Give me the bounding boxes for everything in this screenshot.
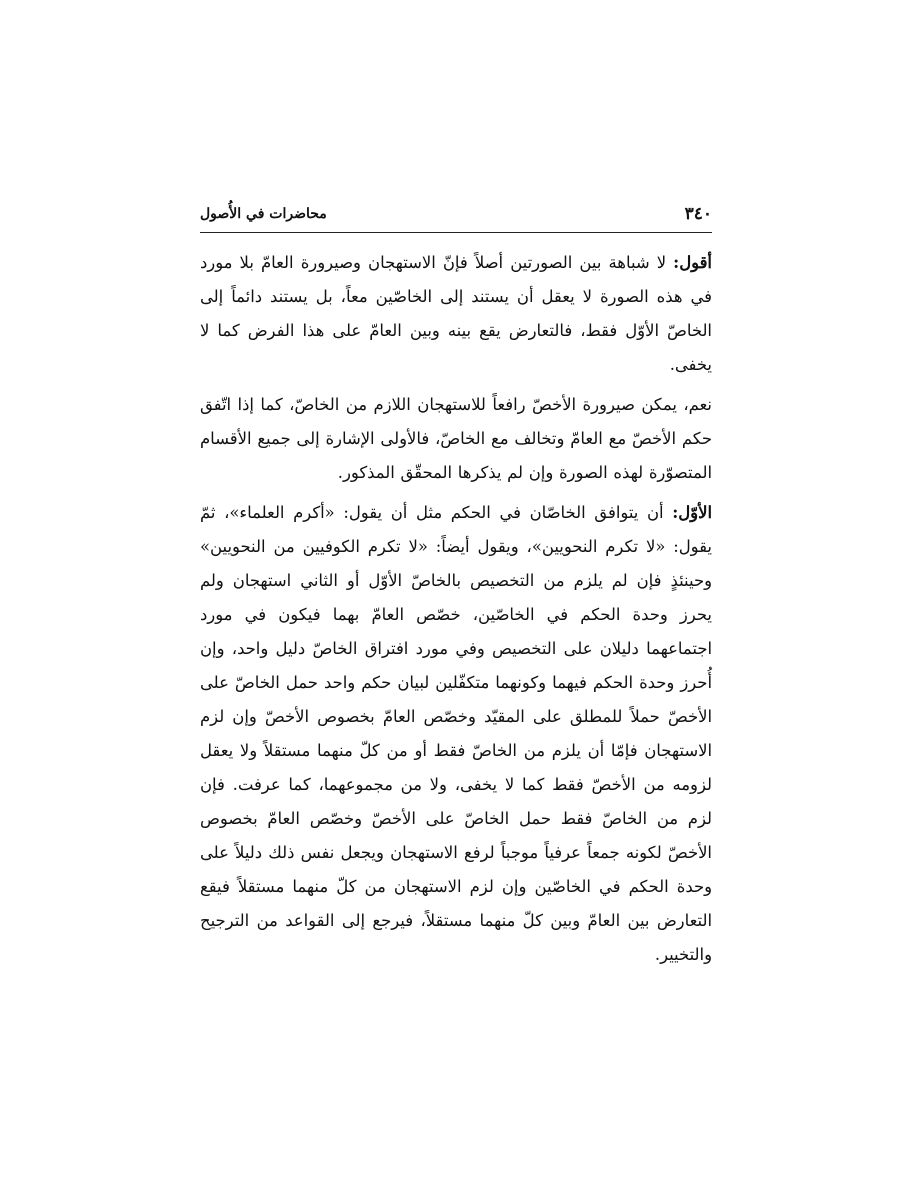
running-head	[200, 204, 712, 232]
page-number: ٣٤٠	[684, 204, 712, 224]
header-rule	[200, 232, 712, 233]
paragraph-lead: الأوّل:	[672, 503, 712, 522]
paragraph-lead: أقول:	[673, 253, 712, 272]
paragraph-2	[200, 388, 712, 490]
paragraph-3	[200, 496, 712, 972]
paragraph-text: لا شباهة بين الصورتين أصلاً فإنّ الاستهجان وصيرورة العامّ بلا مورد في هذه الصورة لا يعقل أن يستند إلى الخاصّين معاً، بل يستند دائماً إلى الخاصّ الأوّل فقط، فالتعارض يقع بينه وبين العامّ على هذا الفرض كما لا يخفى.	[200, 253, 712, 374]
paragraph-1	[200, 246, 712, 382]
running-title: محاضرات في الأُصول	[200, 206, 327, 222]
paragraph-text: أن يتوافق الخاصّان في الحكم مثل أن يقول: «أكرم العلماء»، ثمّ يقول: «لا تكرم النحويين»، ويقول أيضاً: «لا تكرم الكوفيين من النحويين» وحينئذٍ فإن لم يلزم من التخصيص بالخاصّ الأوّل أو الثاني استهجان ولم يحرز وحدة الحكم في الخاصّين، خصّص العامّ بهما فيكون في مورد اجتماعهما دليلان على التخصيص وفي مورد افتراق الخاصّ دليل واحد، وإن أُحرز وحدة الحكم فيهما وكونهما متكفّلين لبيان حكم واحد حمل الخاصّ على الأخصّ حملاً للمطلق على المقيّد وخصّص العامّ بخصوص الأخصّ وإن لزم الاستهجان فإمّا أن يلزم من الخاصّ فقط أو من كلّ منهما مستقلاً ولا يعقل لزومه من الأخصّ فقط كما لا يخفى، ولا من مجموعهما، كما عرفت. فإن لزم من الخاصّ فقط حمل الخاصّ على الأخصّ وخصّص العامّ بخصوص الأخصّ لكونه جمعاً عرفياً موجباً لرفع الاستهجان ويجعل نفس ذلك دليلاً على وحدة الحكم في الخاصّين وإن لزم الاستهجان من كلّ منهما مستقلاً فيقع التعارض بين العامّ وبين كلّ منهما مستقلاً، فيرجع إلى القواعد من الترجيح والتخيير.	[200, 503, 712, 964]
body-text	[200, 246, 712, 978]
paragraph-text: نعم، يمكن صيرورة الأخصّ رافعاً للاستهجان اللازم من الخاصّ، كما إذا اتّفق حكم الأخصّ مع العامّ وتخالف مع الخاصّ، فالأولى الإشارة إلى جميع الأقسام المتصوّرة لهذه الصورة وإن لم يذكرها المحقّق المذكور.	[200, 395, 712, 482]
